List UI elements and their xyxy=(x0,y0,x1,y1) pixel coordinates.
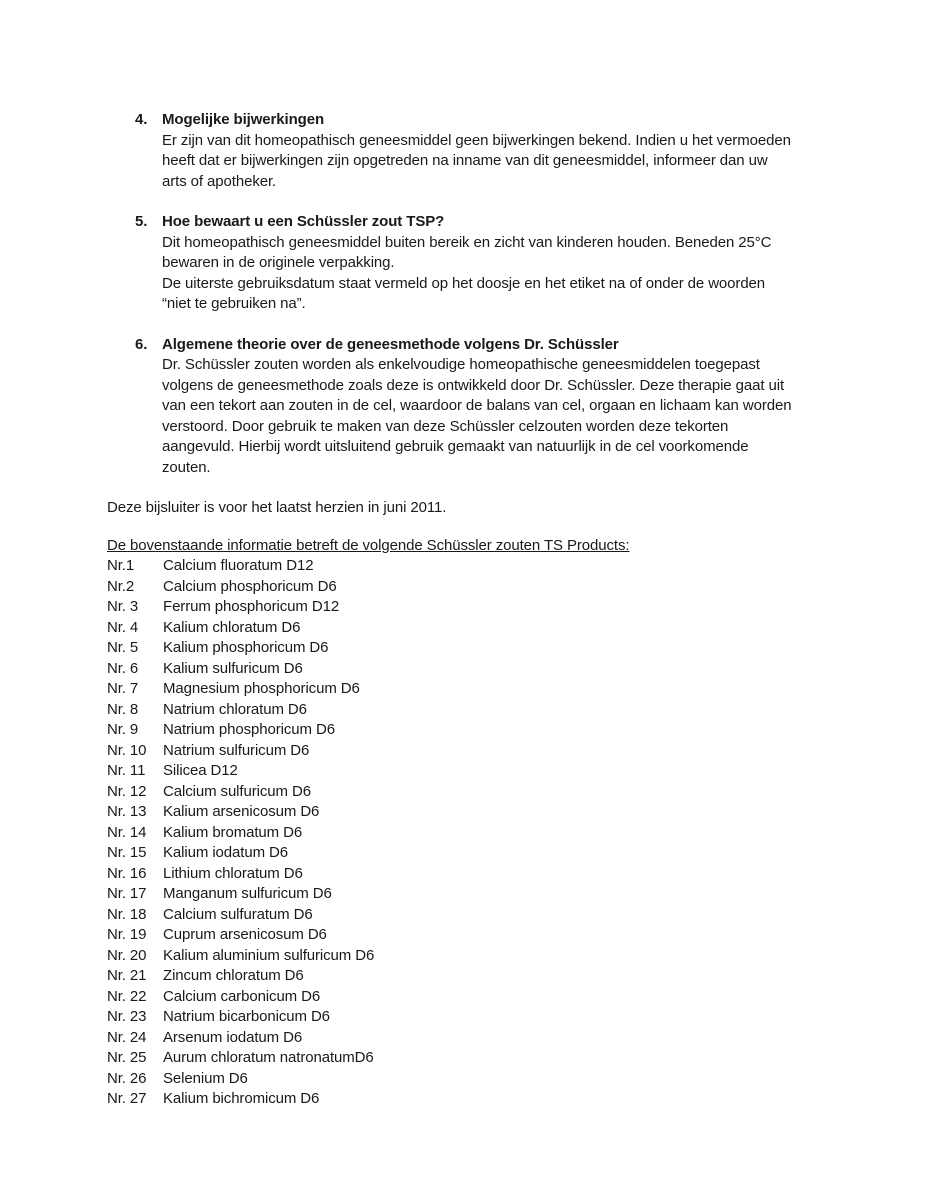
product-name: Natrium bicarbonicum D6 xyxy=(163,1008,330,1025)
section-body xyxy=(135,131,852,193)
product-list xyxy=(107,556,852,1110)
product-number: Nr. 8 xyxy=(107,700,139,718)
product-row xyxy=(107,905,852,926)
product-number: Nr. 17 xyxy=(107,885,147,902)
paragraph-line: De uiterste gebruiksdatum staat vermeld op het doosje en het etiket na of onder de woorden xyxy=(162,274,766,292)
product-name: Ferrum phosphoricum D12 xyxy=(163,598,340,615)
product-number: Nr. 22 xyxy=(107,987,147,1005)
product-number: Nr. 14 xyxy=(107,823,147,841)
product-name: Zincum chloratum D6 xyxy=(163,967,304,984)
product-name: Selenium D6 xyxy=(163,1069,248,1087)
product-row xyxy=(107,946,852,967)
product-row xyxy=(107,966,852,987)
product-name: Cuprum arsenicosum D6 xyxy=(163,926,327,943)
product-name: Kalium iodatum D6 xyxy=(163,844,289,861)
product-number: Nr. 15 xyxy=(107,844,147,861)
product-name: Calcium carbonicum D6 xyxy=(163,987,321,1005)
section-heading xyxy=(135,110,852,131)
product-row xyxy=(107,1028,852,1049)
product-name: Kalium bromatum D6 xyxy=(163,823,303,841)
section-heading xyxy=(135,335,852,356)
product-name: Calcium sulfuricum D6 xyxy=(163,782,311,800)
section-5-hoe-bewaart-u xyxy=(107,212,852,315)
product-name: Natrium sulfuricum D6 xyxy=(163,741,310,759)
product-number: Nr. 13 xyxy=(107,803,147,820)
section-body xyxy=(135,233,852,315)
product-name: Kalium aluminium sulfuricum D6 xyxy=(163,946,375,964)
section-title: Algemene theorie over de geneesmethode volgens Dr. Schüssler xyxy=(162,335,619,353)
product-name: Natrium phosphoricum D6 xyxy=(163,721,335,738)
paragraph-line: verstoord. Door gebruik te maken van deze Schüssler celzouten worden deze tekorten xyxy=(162,417,729,435)
product-row xyxy=(107,577,852,598)
product-row xyxy=(107,700,852,721)
product-row xyxy=(107,638,852,659)
product-row xyxy=(107,618,852,639)
product-number: Nr. 27 xyxy=(107,1090,147,1107)
product-name: Kalium chloratum D6 xyxy=(163,618,301,636)
product-name: Silicea D12 xyxy=(163,762,238,779)
product-row xyxy=(107,864,852,885)
product-name: Manganum sulfuricum D6 xyxy=(163,885,332,902)
product-row xyxy=(107,597,852,618)
product-number: Nr. 26 xyxy=(107,1069,147,1087)
product-number: Nr. 20 xyxy=(107,946,147,964)
product-row xyxy=(107,1048,852,1069)
product-row xyxy=(107,679,852,700)
product-name: Kalium bichromicum D6 xyxy=(163,1090,320,1107)
section-title: Mogelijke bijwerkingen xyxy=(162,111,325,128)
product-name: Calcium phosphoricum D6 xyxy=(163,577,337,595)
product-list-intro: De bovenstaande informatie betreft de volgende Schüssler zouten TS Products: xyxy=(107,536,630,554)
paragraph-line: Dr. Schüssler zouten worden als enkelvoudige homeopathische geneesmiddelen toegepast xyxy=(162,356,760,373)
product-row xyxy=(107,925,852,946)
product-number: Nr. 4 xyxy=(107,618,139,636)
section-body xyxy=(135,355,852,478)
product-name: Kalium phosphoricum D6 xyxy=(163,639,329,656)
product-number: Nr. 18 xyxy=(107,905,147,923)
paragraph-line: bewaren in de originele verpakking. xyxy=(162,254,395,271)
paragraph-line: Er zijn van dit homeopathisch geneesmiddel geen bijwerkingen bekend. Indien u het vermoeden xyxy=(162,131,791,149)
product-row xyxy=(107,782,852,803)
section-number: 5. xyxy=(135,213,148,230)
section-number: 4. xyxy=(135,111,148,128)
product-row xyxy=(107,987,852,1008)
product-number: Nr. 24 xyxy=(107,1028,147,1046)
section-4-mogelijke-bijwerkingen xyxy=(107,110,852,192)
product-number: Nr. 23 xyxy=(107,1008,147,1025)
product-name: Calcium sulfuratum D6 xyxy=(163,905,313,923)
product-number: Nr. 25 xyxy=(107,1049,147,1066)
paragraph-line: Dit homeopathisch geneesmiddel buiten bereik en zicht van kinderen houden. Beneden 25°C xyxy=(162,233,772,251)
product-name: Kalium arsenicosum D6 xyxy=(163,803,320,820)
product-row xyxy=(107,823,852,844)
product-row xyxy=(107,1089,852,1110)
product-number: Nr. 6 xyxy=(107,659,139,677)
product-number: Nr. 5 xyxy=(107,639,139,656)
product-number: Nr. 3 xyxy=(107,598,139,615)
product-name: Magnesium phosphoricum D6 xyxy=(163,680,360,697)
paragraph-line: “niet te gebruiken na”. xyxy=(162,295,306,312)
product-name: Calcium fluoratum D12 xyxy=(163,557,314,574)
product-number: Nr. 21 xyxy=(107,967,147,984)
product-number: Nr. 10 xyxy=(107,741,147,759)
product-number: Nr. 9 xyxy=(107,721,139,738)
product-row xyxy=(107,802,852,823)
product-row xyxy=(107,843,852,864)
product-name: Aurum chloratum natronatumD6 xyxy=(163,1049,374,1066)
product-number: Nr.1 xyxy=(107,557,135,574)
product-number: Nr. 12 xyxy=(107,782,147,800)
product-name: Natrium chloratum D6 xyxy=(163,700,307,718)
product-number: Nr.2 xyxy=(107,577,135,595)
product-number: Nr. 16 xyxy=(107,864,147,882)
section-6-algemene-theorie xyxy=(107,335,852,479)
revision-note: Deze bijsluiter is voor het laatst herzien in juni 2011. xyxy=(107,499,447,516)
product-name: Kalium sulfuricum D6 xyxy=(163,659,303,677)
product-number: Nr. 7 xyxy=(107,680,139,697)
paragraph-line: zouten. xyxy=(162,458,211,476)
product-name: Lithium chloratum D6 xyxy=(163,864,303,882)
product-row xyxy=(107,884,852,905)
product-row xyxy=(107,1069,852,1090)
section-number: 6. xyxy=(135,335,148,353)
document-content xyxy=(107,110,852,1110)
paragraph-line: heeft dat er bijwerkingen zijn opgetreden na inname van dit geneesmiddel, informeer dan uw xyxy=(162,152,768,169)
section-heading xyxy=(135,212,852,233)
product-row xyxy=(107,761,852,782)
product-row xyxy=(107,556,852,577)
product-name: Arsenum iodatum D6 xyxy=(163,1028,303,1046)
paragraph-line: volgens de geneesmethode zoals deze is ontwikkeld door Dr. Schüssler. Deze therapie gaat uit xyxy=(162,376,785,394)
product-number: Nr. 19 xyxy=(107,926,147,943)
section-title: Hoe bewaart u een Schüssler zout TSP? xyxy=(162,213,445,230)
product-row xyxy=(107,720,852,741)
paragraph-line: van een tekort aan zouten in de cel, waardoor de balans van cel, orgaan en lichaam kan worden xyxy=(162,397,792,414)
paragraph-line: arts of apotheker. xyxy=(162,172,277,190)
product-row xyxy=(107,741,852,762)
product-row xyxy=(107,1007,852,1028)
product-row xyxy=(107,659,852,680)
product-number: Nr. 11 xyxy=(107,762,146,779)
paragraph-line: aangevuld. Hierbij wordt uitsluitend gebruik gemaakt van natuurlijk in de cel voorkomende xyxy=(162,438,749,455)
